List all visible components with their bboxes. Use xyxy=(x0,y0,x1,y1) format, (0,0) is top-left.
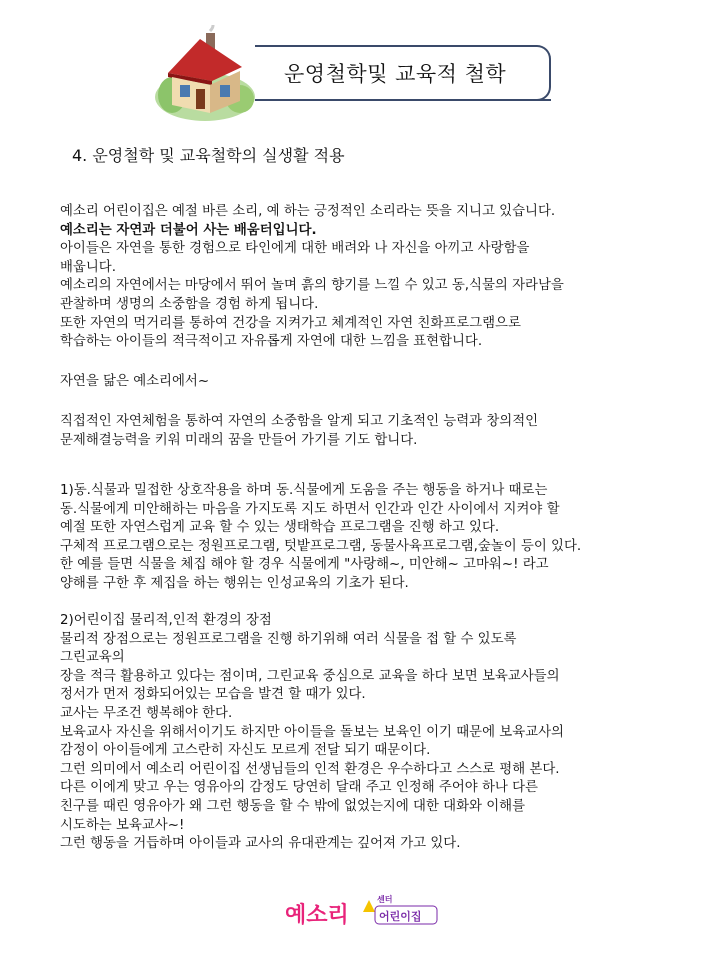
point2-line: 다른 이에게 맞고 우는 영유아의 감정도 당연히 달래 주고 인정해 주어야 하나 다른 xyxy=(60,780,538,796)
intro-line: 관찰하며 생명의 소중함을 경험 하게 됩니다. xyxy=(60,296,319,312)
point1-line: 예절 또한 자연스럽게 교육 할 수 있는 생태학습 프로그램을 진행 하고 있다. xyxy=(60,520,500,536)
point2-line: 그린교육의 xyxy=(60,650,125,666)
point1-line: 구체적 프로그램으로는 정원프로그램, 텃밭프로그램, 동물사육프로그램,숲놀이 등이 있다. xyxy=(60,538,582,554)
point1-line: 한 예를 들면 식물을 체집 해야 할 경우 식물에게 "사랑해~, 미안해~ 고마워~! 라고 xyxy=(60,557,549,573)
house-icon xyxy=(150,25,260,125)
point2-line: 2)어린이집 물리적,인적 환경의 장점 xyxy=(60,613,272,628)
logo-sub: 어린이집 xyxy=(379,910,422,923)
intro-line: 또한 자연의 먹거리를 통하여 건강을 지켜가고 체계적인 자연 친화프로그램으로 xyxy=(60,315,521,331)
point2-line: 그런 의미에서 예소리 어린이집 선생님들의 인적 환경은 우수하다고 스스로 평해 본다. xyxy=(60,761,560,777)
point1-line: 1)동.식물과 밀접한 상호작용을 하며 동.식물에게 도움을 주는 행동을 하거나 때로는 xyxy=(60,483,548,498)
vision-line: 문제해결능력을 키워 미래의 꿈을 만들어 가기를 기도 합니다. xyxy=(60,432,418,448)
point2-line: 교사는 무조건 행복해야 한다. xyxy=(60,705,233,721)
logo-top: 센터 xyxy=(377,895,393,904)
intro-paragraph xyxy=(60,203,710,352)
tagline-text: 자연을 닮은 예소리에서~ xyxy=(60,374,210,389)
point2-line: 친구를 때린 영유아가 왜 그런 행동을 할 수 밖에 없었는지에 대한 대화와 이해를 xyxy=(60,798,526,814)
vision-line: 직접적인 자연체험을 통하여 자연의 소중함을 알게 되고 기초적인 능력과 창의적인 xyxy=(60,414,539,429)
point2-paragraph xyxy=(60,612,710,854)
intro-line: 배웁니다. xyxy=(60,259,116,275)
point2-line: 정서가 먼저 정화되어있는 모습을 발견 할 때가 있다. xyxy=(60,687,366,703)
intro-line: 예소리는 자연과 더불어 사는 배움터입니다. xyxy=(60,222,317,238)
point2-line: 장을 적극 활용하고 있다는 점이며, 그린교육 중심으로 교육을 하다 보면 보육교사들의 xyxy=(60,668,560,684)
point1-line: 양해를 구한 후 제집을 하는 행위는 인성교육의 기초가 된다. xyxy=(60,575,409,591)
section-heading: 4. 운영철학 및 교육철학의 실생활 적용 xyxy=(72,146,345,165)
intro-line: 예소리의 자연에서는 마당에서 뛰어 놀며 흙의 향기를 느낄 수 있고 동,식물의 자라남을 xyxy=(60,278,564,294)
point2-line: 그런 행동을 거듭하며 아이들과 교사의 유대관계는 깊어져 가고 있다. xyxy=(60,836,461,852)
intro-line: 아이들은 자연을 통한 경험으로 타인에게 대한 배려와 나 자신을 아끼고 사랑함을 xyxy=(60,241,530,257)
tagline xyxy=(60,373,710,392)
logo xyxy=(283,890,443,930)
intro-line: 예소리 어린이집은 예절 바른 소리, 예 하는 긍정적인 소리라는 뜻을 지니고 있습니다. xyxy=(60,204,556,219)
point2-line: 물리적 장점으로는 정원프로그램을 진행 하기위해 여러 식물을 접 할 수 있도록 xyxy=(60,631,517,647)
intro-line: 학습하는 아이들의 적극적이고 자유롭게 자연에 대한 느낌을 표현합니다. xyxy=(60,334,483,350)
point1-paragraph xyxy=(60,482,710,594)
point2-line: 감정이 아이들에게 고스란히 자신도 모르게 전달 되기 때문이다. xyxy=(60,743,431,759)
logo-main: 예소리 xyxy=(285,903,349,928)
point2-line: 시도하는 보육교사~! xyxy=(60,817,185,833)
vision-paragraph xyxy=(60,413,710,450)
point2-line: 보육교사 자신을 위해서이기도 하지만 아이들을 돌보는 보육인 이기 때문에 보육교사의 xyxy=(60,724,564,740)
point1-line: 동.식물에게 미안해하는 마음을 가지도록 지도 하면서 인간과 인간 사이에서 지켜야 할 xyxy=(60,501,560,517)
page-title: 운영철학및 교육적 철학 xyxy=(284,62,507,86)
